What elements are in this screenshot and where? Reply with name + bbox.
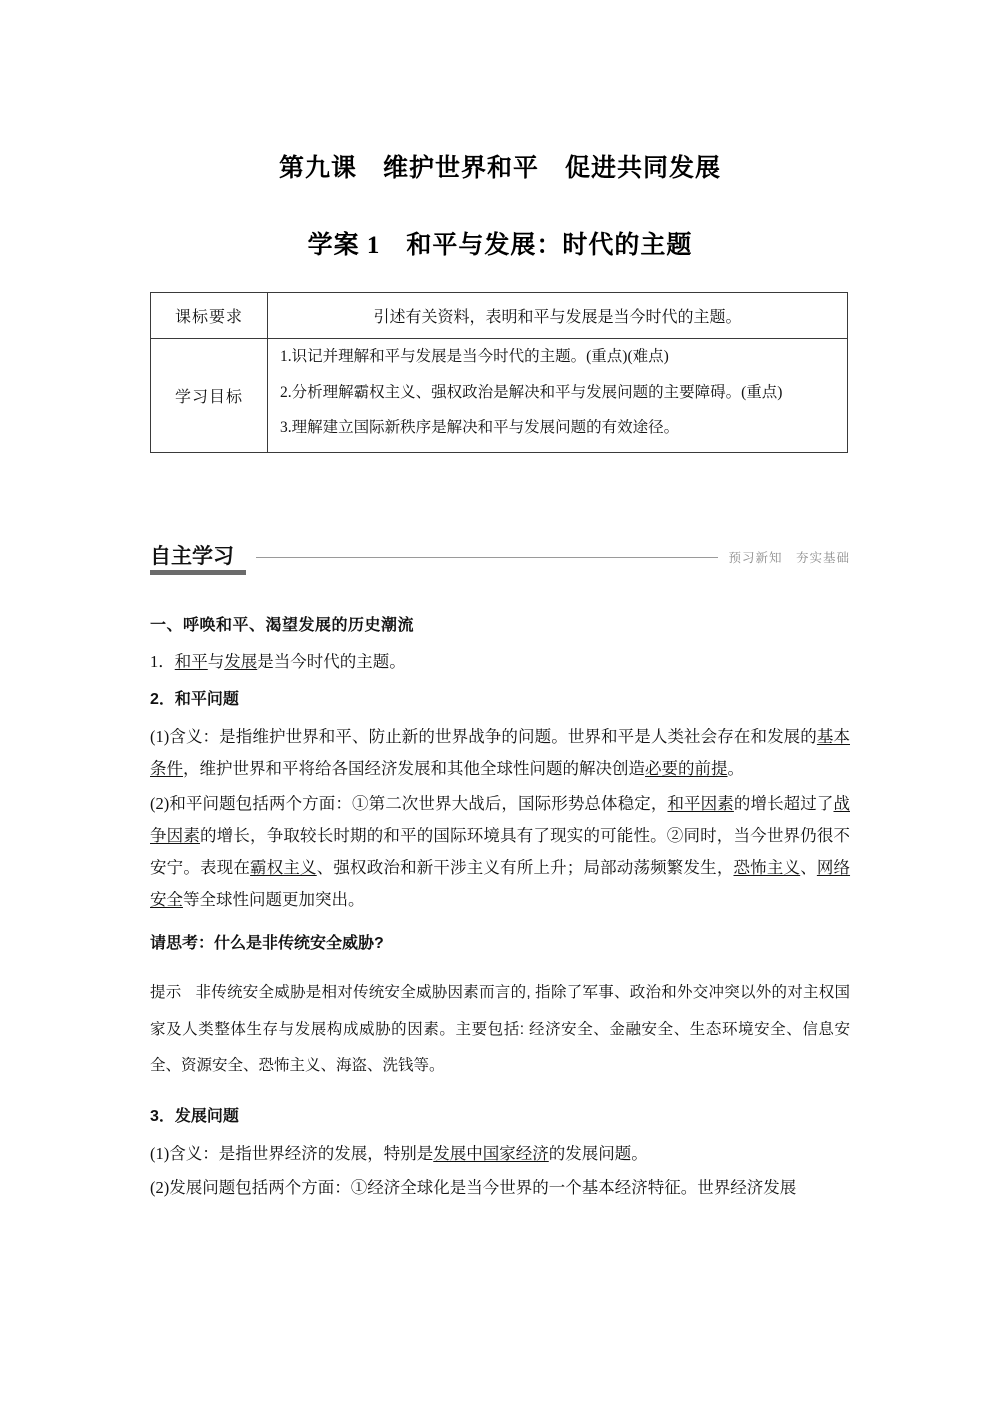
table-row-label: 学习目标: [151, 339, 268, 453]
numbered-item-1: [150, 651, 850, 673]
chapter-title: 第九课 维护世界和平 促进共同发展: [278, 154, 721, 182]
numbered-item-3-heading: 3．发展问题: [150, 1107, 239, 1125]
p11-b: ，维护世界和平将给各国经济发展和其他全球性问题的解决创造: [183, 759, 645, 779]
table-row: [151, 339, 848, 453]
learning-goal-item: 3.理解建立国际新秩序是解决和平与发展问题的有效途径。: [280, 419, 680, 436]
p31-b: 的发展问题。: [548, 1143, 648, 1163]
p11-c: 。: [727, 759, 744, 779]
p12-b: 的增长超过了: [733, 793, 834, 813]
section-header-title: 自主学习: [150, 545, 234, 568]
p12-c: 的增长，争取较长时期的和平的国际环境具有了现实的可能性。②同时，当今世界仍很不安宁。表现在: [150, 825, 851, 877]
think-question: 请思考：什么是非传统安全威胁?: [150, 935, 384, 953]
section-header-underline-bar: [150, 570, 246, 575]
section-header-rule: [256, 557, 718, 558]
objectives-table: [150, 292, 848, 453]
p12-a: (2)和平问题包括两个方面：①第二次世界大战后，国际形势总体稳定，: [150, 793, 668, 813]
item-1-mid: 与: [207, 652, 225, 671]
paragraph-3-2: (2)发展问题包括两个方面：①经济全球化是当今世界的一个基本经济特征。世界经济发展: [150, 1177, 797, 1197]
table-row-label: 课标要求: [151, 293, 268, 339]
tip-block: [150, 975, 850, 1084]
p12-underline-war-factor: 战争因素: [150, 793, 850, 845]
content-heading-one: 一、呼唤和平、渴望发展的历史潮流: [150, 617, 415, 634]
numbered-item-2-heading: 2．和平问题: [150, 691, 239, 709]
section-header-subtitle: 预习新知 夯实基础: [728, 551, 850, 565]
p12-f: 等全球性问题更加突出。: [183, 890, 365, 910]
p31-underline-developing-economy: 发展中国家经济: [433, 1143, 549, 1163]
p11-underline-basic-condition: 基本条件: [150, 727, 850, 779]
p12-underline-terrorism: 恐怖主义: [733, 857, 801, 877]
item-1-prefix: 1．: [150, 652, 175, 671]
tip-text: 非传统安全威胁是相对传统安全威胁因素而言的, 指除了军事、政治和外交冲突以外的对主权国家及人类整体生存与发展构成威胁的因素。主要包括: 经济安全、金融安全、生态环境安全、信息安全、资源安全、恐怖主义、海盗、洗钱等。: [150, 984, 850, 1075]
paragraph-1-1: [150, 721, 850, 785]
table-row-content: [268, 339, 848, 453]
paragraph-1-2: [150, 788, 850, 917]
table-row: [151, 293, 848, 339]
section-header: [150, 540, 850, 580]
tip-label: 提示: [150, 984, 182, 1002]
p12-underline-cybersecurity: 网络安全: [150, 857, 851, 910]
p12-d: 、强权政治和新干涉主义有所上升；局部动荡频繁发生，: [316, 857, 734, 877]
item-1-underline-development: 发展: [224, 652, 258, 671]
p12-underline-peace-factor: 和平因素: [667, 793, 734, 813]
item-1-underline-peace: 和平: [174, 652, 208, 671]
learning-goal-item: 1.识记并理解和平与发展是当今时代的主题。(重点)(难点): [280, 348, 669, 365]
learning-goal-item: 2.分析理解霸权主义、强权政治是解决和平与发展问题的主要障碍。(重点): [280, 383, 783, 401]
p12-underline-hegemonism: 霸权主义: [250, 857, 317, 877]
item-1-tail: 是当今时代的主题。: [257, 652, 406, 671]
p11-underline-necessary-premise: 必要的前提: [645, 759, 728, 779]
p31-a: (1)含义：是指世界经济的发展，特别是: [150, 1143, 434, 1163]
lesson-title: 学案 1 和平与发展：时代的主题: [307, 232, 693, 259]
p11-a: (1)含义：是指维护世界和平、防止新的世界战争的问题。世界和平是人类社会存在和发展的: [150, 727, 817, 747]
table-row-content: 引述有关资料，表明和平与发展是当今时代的主题。: [268, 293, 848, 339]
p12-e: 、: [800, 857, 817, 877]
body-content: [150, 612, 850, 1206]
paragraph-3-1: [150, 1138, 850, 1170]
